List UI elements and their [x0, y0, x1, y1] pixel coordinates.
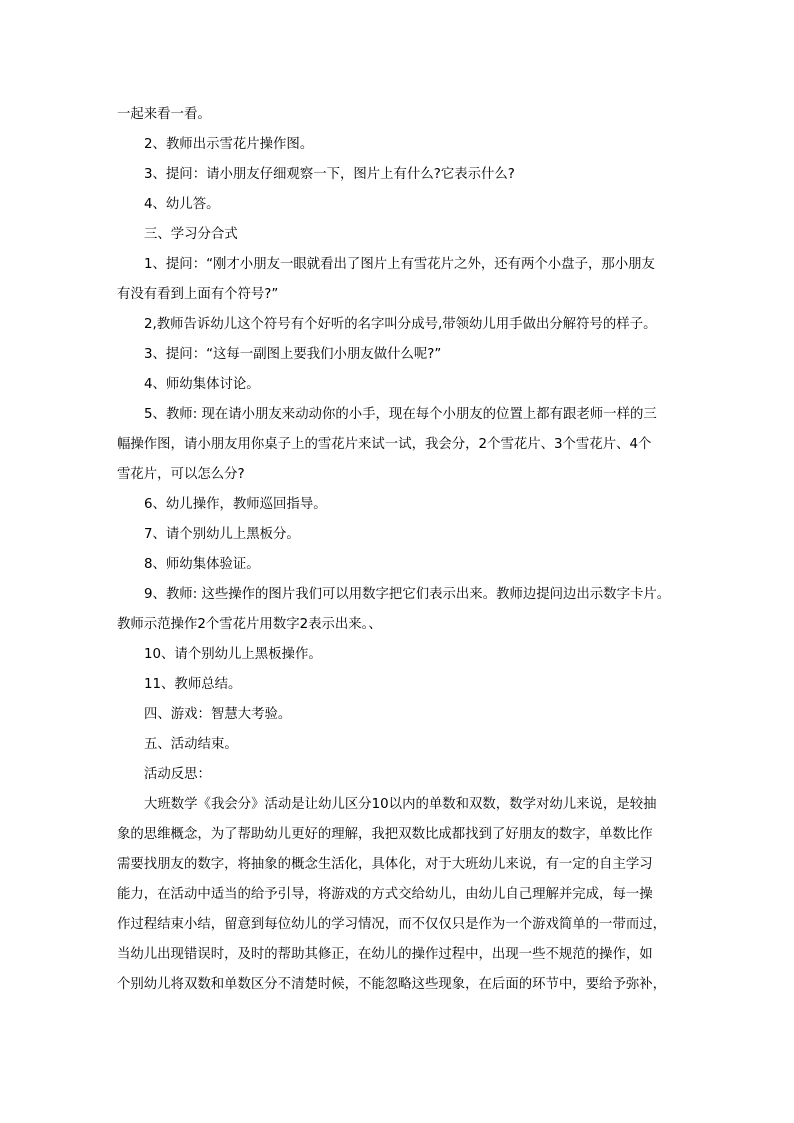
text-line: 需要找朋友的数字，将抽象的概念生活化，具体化，对于大班幼儿来说，有一定的自主学习 [117, 857, 653, 872]
text-line: 一起来看一看。 [117, 107, 211, 122]
text-line: 6、幼儿操作，教师巡回指导。 [144, 497, 327, 512]
text-line: 3、提问：请小朋友仔细观察一下，图片上有什么?它表示什么? [144, 167, 515, 182]
text-line: 5、教师: 现在请小朋友来动动你的小手，现在每个小朋友的位置上都有跟老师一样的三 [144, 407, 657, 422]
text-line: 活动反思： [144, 767, 211, 782]
text-line: 9、教师: 这些操作的图片我们可以用数字把它们表示出来。教师边提问边出示数字卡片。 [144, 587, 671, 602]
text-line: 象的思维概念，为了帮助幼儿更好的理解，我把双数比成都找到了好朋友的数字，单数比作 [117, 827, 653, 842]
text-line: 五、活动结束。 [144, 737, 238, 752]
text-line: 2、教师出示雪花片操作图。 [144, 137, 314, 152]
text-line: 3、提问：“这每一副图上要我们小朋友做什么呢?” [144, 347, 442, 362]
document-body [117, 100, 681, 1000]
text-line: 幅操作图，请小朋友用你桌子上的雪花片来试一试，我会分，2个雪花片、3个雪花片、4个 [117, 437, 652, 452]
text-line: 雪花片，可以怎么分? [117, 467, 245, 482]
text-line: 作过程结束小结，留意到每位幼儿的学习情况，而不仅仅只是作为一个游戏简单的一带而过， [117, 917, 667, 932]
text-line: 4、师幼集体讨论。 [144, 377, 260, 392]
text-line: 2,教师告诉幼儿这个符号有个好听的名字叫分成号,带领幼儿用手做出分解符号的样子。 [144, 317, 657, 332]
text-line: 有没有看到上面有个符号?” [117, 287, 279, 302]
text-line: 大班数学《我会分》活动是让幼儿区分10以内的单数和双数，数学对幼儿来说，是较抽 [144, 797, 657, 812]
text-line: 教师示范操作2个雪花片用数字2表示出来。、 [117, 617, 382, 632]
text-line: 三、学习分合式 [144, 227, 238, 242]
text-line: 7、请个别幼儿上黑板分。 [144, 527, 300, 542]
text-line: 能力，在活动中适当的给予引导，将游戏的方式交给幼儿，由幼儿自己理解并完成，每一操 [117, 887, 653, 902]
text-line: 4、幼儿答。 [144, 197, 220, 212]
text-line: 个别幼儿将双数和单数区分不清楚时候，不能忽略这些现象，在后面的环节中，要给予弥补， [117, 977, 667, 992]
text-line: 11、教师总结。 [144, 677, 242, 692]
text-line: 8、师幼集体验证。 [144, 557, 260, 572]
text-line: 四、游戏：智慧大考验。 [144, 707, 292, 722]
text-line: 1、提问：“刚才小朋友一眼就看出了图片上有雪花片之外，还有两个小盘子，那小朋友 [144, 257, 655, 272]
text-line: 当幼儿出现错误时，及时的帮助其修正，在幼儿的操作过程中，出现一些不规范的操作，如 [117, 947, 653, 962]
text-line: 10、请个别幼儿上黑板操作。 [144, 647, 322, 662]
